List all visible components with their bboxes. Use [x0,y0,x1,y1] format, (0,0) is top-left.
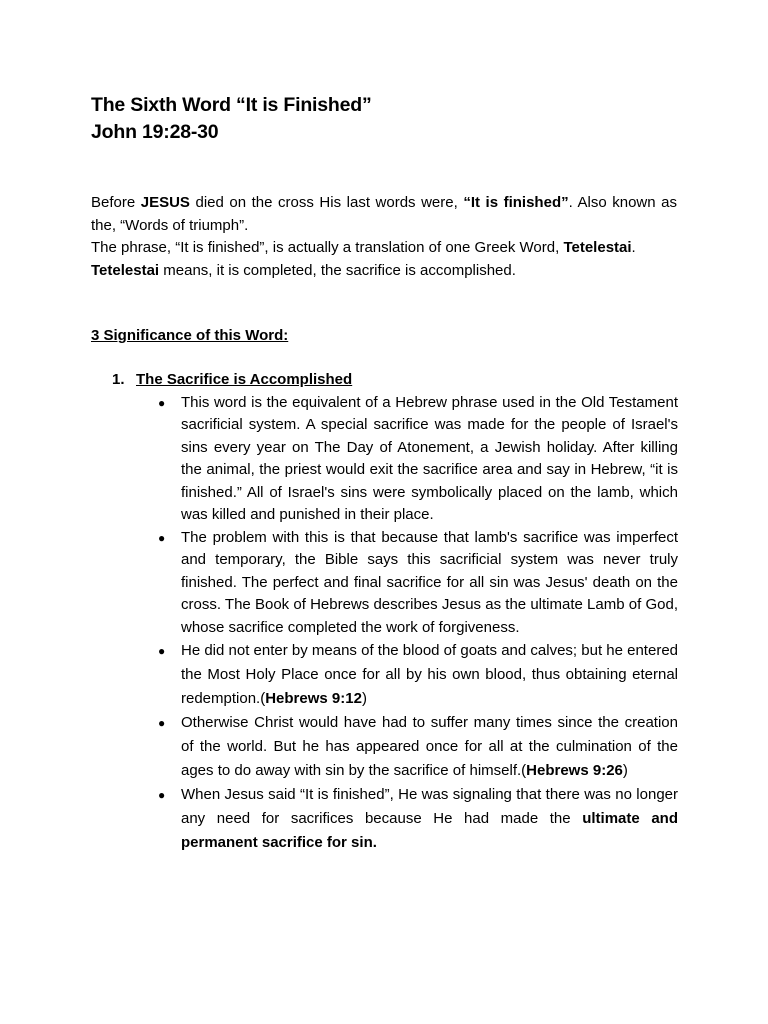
bullet-icon: ● [158,716,166,730]
list-item [112,392,678,527]
section-title [112,369,678,392]
list-item-text: ) [361,690,367,707]
bullet-list [112,392,678,856]
intro-section [91,192,677,282]
list-item-text: Otherwise Christ would have had to suffer many times since the creation of the world. But he has appeared once for all at the culmination of the ages to do away with sin by the sacrifice of himself.( [181,714,678,779]
intro-text: means, it is completed, the sacrifice is accomplished. [159,261,516,279]
significance-heading: 3 Significance of this Word: [91,327,289,344]
list-item [112,639,678,711]
intro-paragraph-3 [91,260,677,283]
list-item-text: He did not enter by means of the blood of goats and calves; but he entered the Most Holy Place once for all by his own blood, thus obtaining eternal redemption.( [181,642,678,707]
bullet-icon: ● [158,788,166,802]
bullet-icon: ● [158,644,166,658]
intro-paragraph-2 [91,237,677,260]
list-item-text: This word is the equivalent of a Hebrew phrase used in the Old Testament sacrificial system. A special sacrifice was made for the people of Israel's sins every year on The Day of Atonement, a Jewish holiday. After killing the animal, the priest would exit the sacrifice area and say in Hebrew, “it is finished.” All of Israel's sins were symbolically placed on the lamb, which was killed and punished in their place. [181,393,678,523]
bullet-icon: ● [158,395,166,410]
list-item-text: The problem with this is that because that lamb's sacrifice was imperfect and temporary, the Bible says this sacrificial system was never truly finished. The perfect and final sacrifice for all sin was Jesus' death on the cross. The Book of Hebrews describes Jesus as the ultimate Lamb of God, whose sacrifice completed the work of forgiveness. [181,528,678,636]
scripture-reference: Hebrews 9:12 [265,690,362,707]
bullet-icon: ● [158,530,166,545]
section-label: The Sacrifice is Accomplished [136,371,353,388]
intro-text: Before [91,194,141,211]
intro-bold-tetelestai: Tetelestai [563,239,632,256]
list-item-text: When Jesus said “It is finished”, He was signaling that there was no longer any need for sacrifices because He had made the [181,786,678,827]
intro-bold-jesus: JESUS [140,194,190,211]
title-line-1: The Sixth Word “It is Finished” [91,94,372,116]
intro-text: . Also known as the, “Words of triumph”. [91,194,677,234]
section-sacrifice-accomplished [112,369,678,855]
list-item-text: ) [622,762,628,779]
list-item [112,711,678,783]
list-item [112,527,678,640]
intro-paragraph-1 [91,192,677,237]
intro-bold-tetelestai: Tetelestai [91,261,160,279]
emphasis-text: ultimate and permanent sacrifice for sin. [181,810,678,851]
scripture-reference: Hebrews 9:26 [526,762,623,779]
list-item [112,783,678,855]
intro-text: The phrase, “It is finished”, is actually a translation of one Greek Word, [91,239,564,256]
section-number: 1. [112,371,125,388]
page-title [91,92,372,146]
intro-text: died on the cross His last words were, [189,194,464,211]
intro-bold-quote: “It is finished” [463,194,569,211]
intro-text: . [631,239,636,256]
title-line-2: John 19:28-30 [91,121,219,143]
